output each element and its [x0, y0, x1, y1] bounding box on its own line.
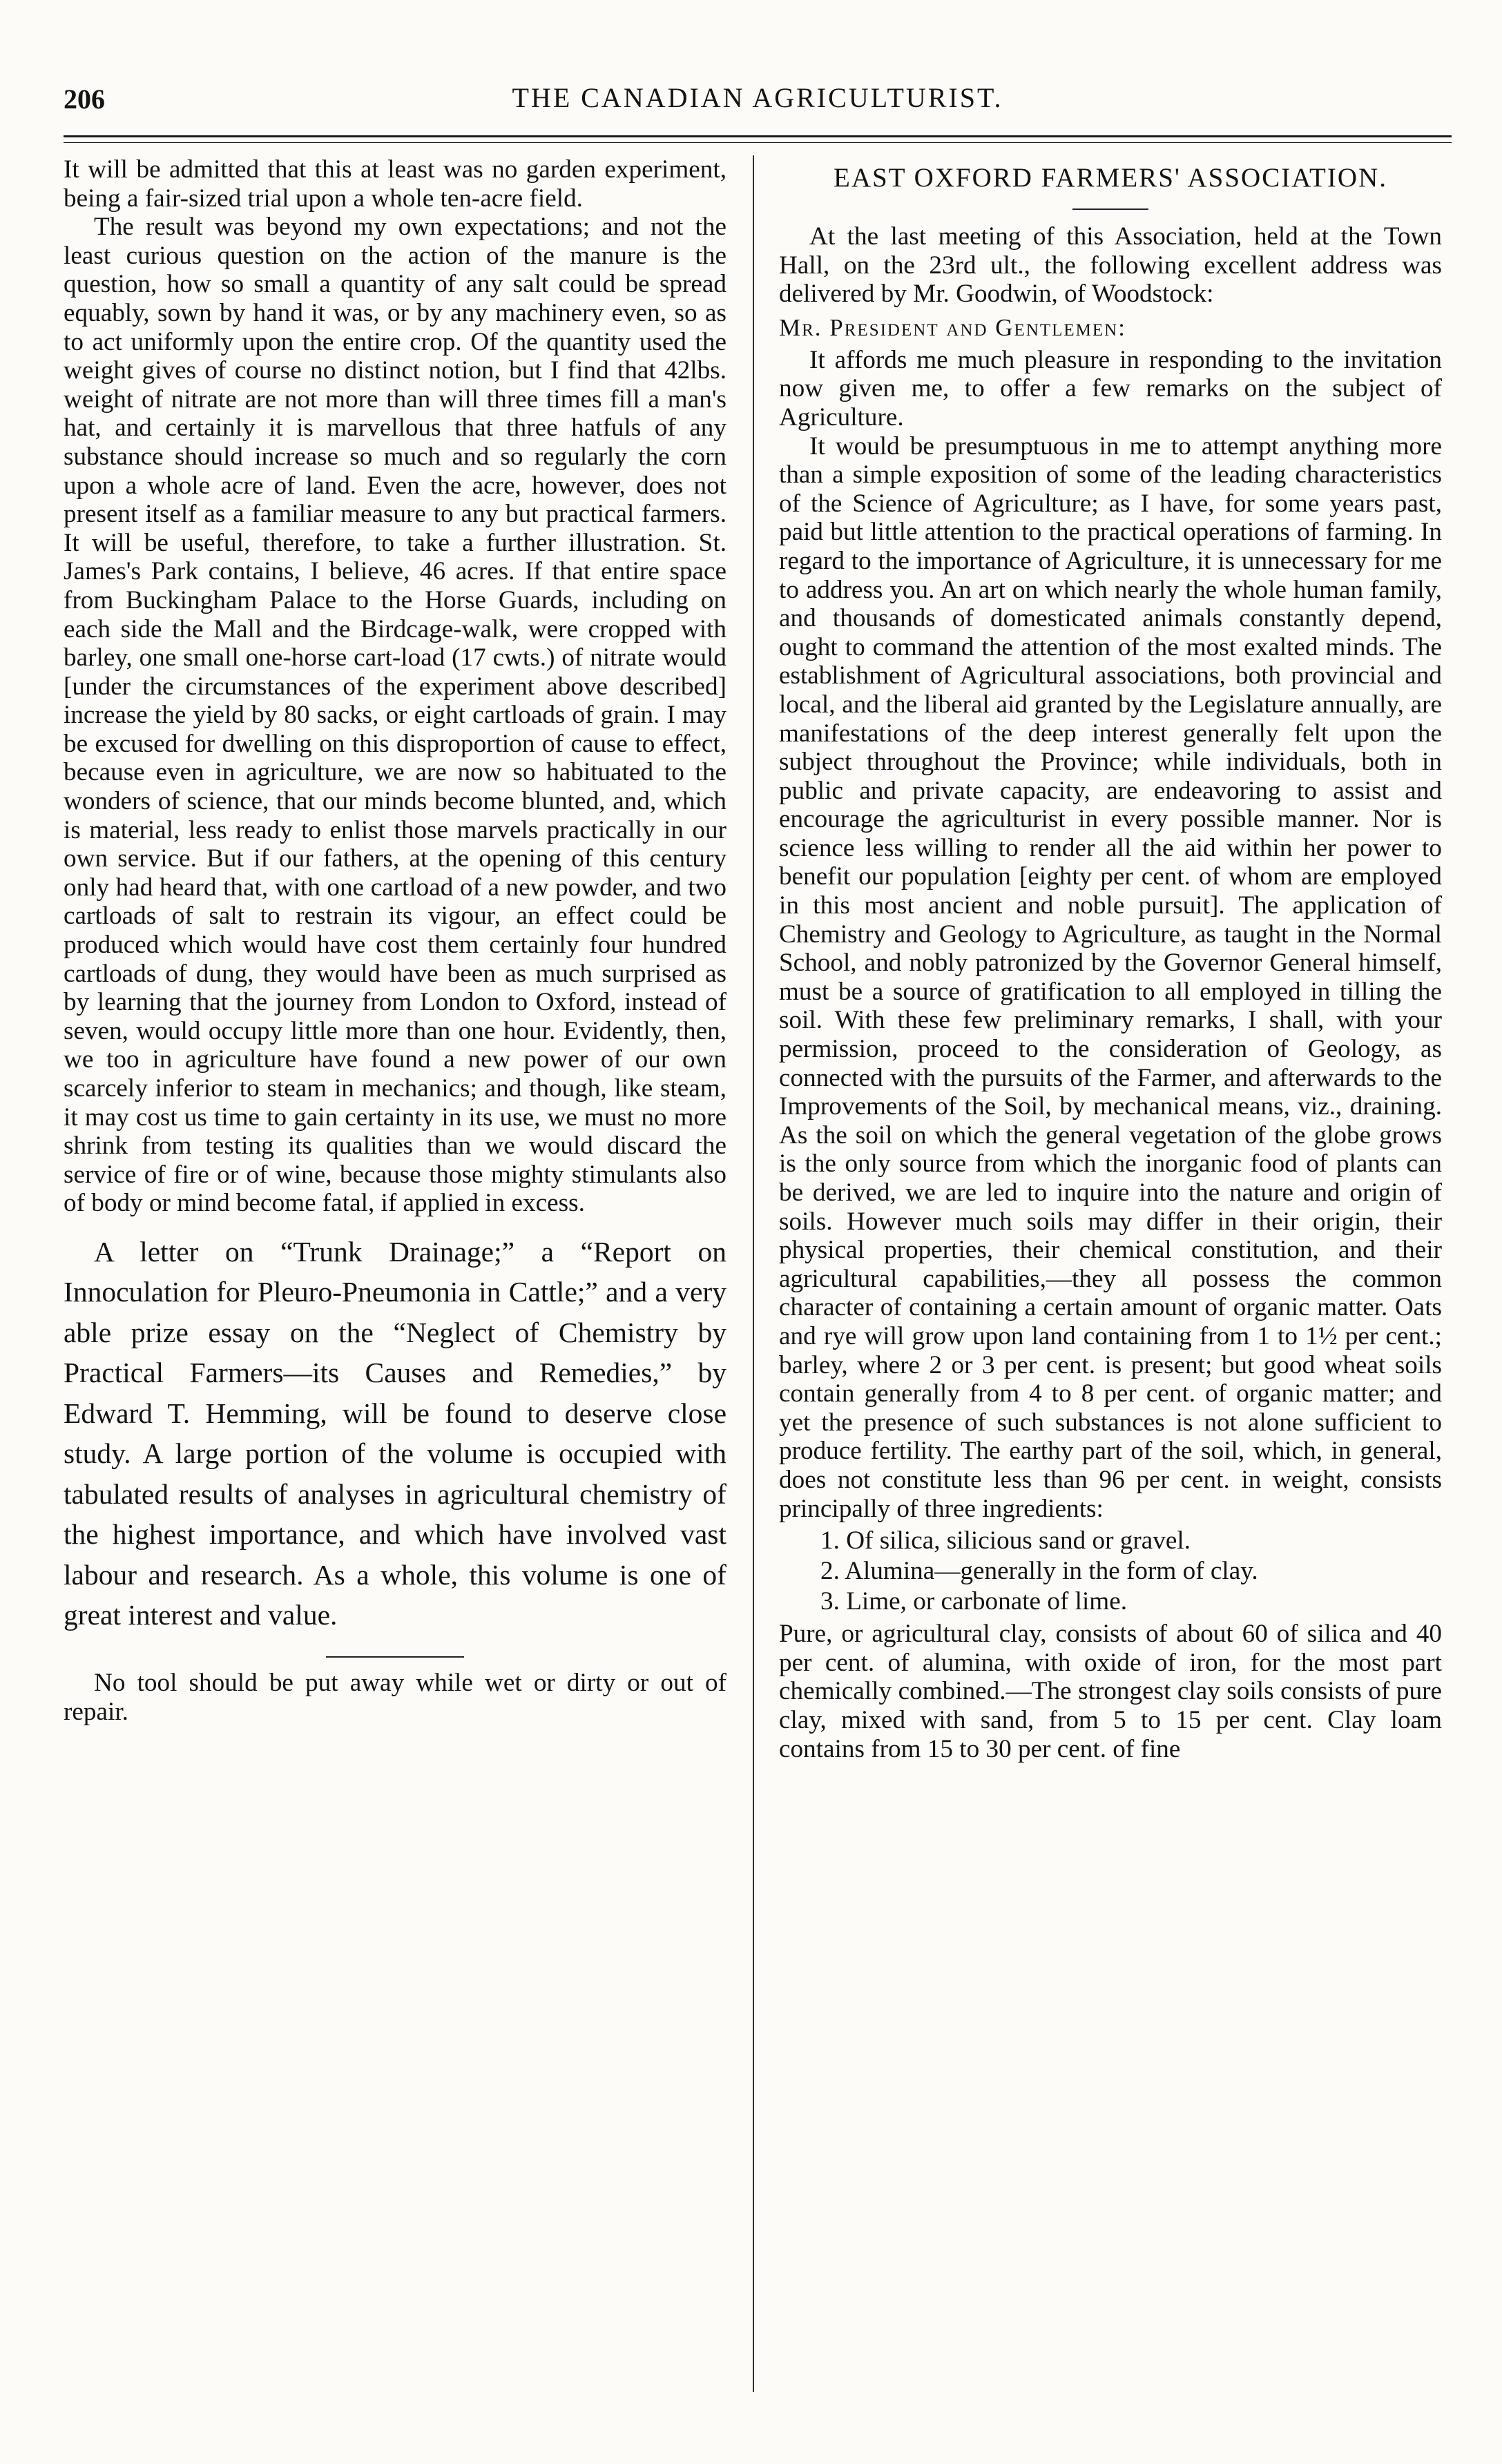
column-divider: [753, 155, 754, 2392]
article-intro: At the last meeting of this Association, held at the Town Hall, on the 23rd ult., the following excellent address was delivered by Mr. Goodwin, of Woodstock:: [779, 222, 1442, 309]
left-paragraph-1: It will be admitted that this at least was no garden experiment, being a fair-sized trial upon a whole ten-acre field.: [64, 155, 726, 213]
list-item: 1. Of silica, silicious sand or gravel.: [820, 1526, 1191, 1555]
left-column: [64, 155, 726, 2392]
page-header: [64, 76, 1452, 138]
page-number: 206: [64, 84, 105, 115]
ingredient-list: [779, 1526, 1442, 1617]
title-separator: [1072, 208, 1148, 210]
section-separator: [326, 1656, 464, 1658]
list-item: 3. Lime, or carbonate of lime.: [820, 1587, 1128, 1616]
right-paragraph-2: It would be presumptuous in me to attempt anything more than a simple exposition of some of the leading characteristics of the Science of Agriculture; as I have, for some years past, paid but little attention to the practical operations of farming. In regard to the importance of Agriculture, it is unnecessary for me to address you. An art on which nearly the whole human family, and thousands of domesticated animals constantly depend, ought to command the attention of the most exalted minds. The establishment of Agricultural associations, both provincial and local, and the liberal aid granted by the Legislature annually, are manifestations of the deep interest generally felt upon the subject throughout the Province; while individuals, both in public and private capacity, are endeavoring to assist and encourage the agriculturist in every possible manner. Nor is science less willing to render all the aid within her power to benefit our population [eighty per cent. of whom are employed in this most ancient and noble pursuit]. The application of Chemistry and Geology to Agriculture, as taught in the Normal School, and nobly patronized by the Governor General himself, must be a source of gratification to all employed in tilling the soil. With these few preliminary remarks, I shall, with your permission, proceed to the consideration of Geology, as connected with the pursuits of the Farmer, and afterwards to the Improvements of the Soil, by mechanical means, viz., draining. As the soil on which the general vegetation of the globe grows is the only source from which the inorganic food of plants can be derived, we are led to inquire into the nature and origin of soils. However much soils may differ in their origin, their physical properties, their chemical constitution, and their agricultural capabilities,—they all possess the common character of containing a certain amount of organic matter. Oats and rye will grow upon land containing from 1 to 1½ per cent.; barley, where 2 or 3 per cent. is present; but good wheat soils contain generally from 4 to 8 per cent. of organic matter; and yet the presence of such substances is not alone sufficient to produce fertility. The earthy part of the soil, which, in general, does not constitute less than 96 per cent. in weight, consists principally of three ingredients:: [779, 431, 1442, 1523]
header-rule: [64, 135, 1452, 137]
running-title: THE CANADIAN AGRICULTURIST.: [512, 82, 1003, 113]
article-title: EAST OXFORD FARMERS' ASSOCIATION.: [834, 163, 1387, 193]
salutation: Mr. President and Gentlemen:: [779, 313, 1126, 341]
list-item: 2. Alumina—generally in the form of clay.: [820, 1557, 1258, 1586]
header-rule-thin: [64, 142, 1452, 143]
left-paragraph-2: The result was beyond my own expectations; and not the least curious question on the action of the manure is the question, how so small a quantity of any salt could be spread equably, sown by hand it was, or by any machinery even, so as to act uniformly upon the entire crop. Of the quantity used the weight gives of course no distinct notion, but I find that 42lbs. weight of nitrate are not more than will three times fill a man's hat, and certainly it is marvellous that three hatfuls of any substance should increase so much and so regularly the corn upon a whole acre of land. Even the acre, however, does not present itself as a familiar measure to any but practical farmers. It will be useful, therefore, to take a further illustration. St. James's Park contains, I believe, 46 acres. If that entire space from Buckingham Palace to the Horse Guards, including on each side the Mall and the Birdcage-walk, were cropped with barley, one small one-horse cart-load (17 cwts.) of nitrate would [under the circumstances of the experiment above described] increase the yield by 80 sacks, or eight cartloads of grain. I may be excused for dwelling on this disproportion of cause to effect, because even in agriculture, we are now so habituated to the wonders of science, that our minds become blunted, and, which is material, less ready to enlist those marvels practically in our own service. But if our fathers, at the opening of this century only had heard that, with one cartload of a new powder, and two cartloads of salt to restrain its vigour, an effect could be produced which would have cost them certainly four hundred cartloads of dung, they would have been as much surprised as by learning that the journey from London to Oxford, instead of seven, would occupy little more than one hour. Evidently, then, we too in agriculture have found a new power of our own scarcely inferior to steam in mechanics; and though, like steam, it may cost us time to gain certainty in its use, we must no more shrink from testing its qualities than we would discard the service of fire or of wine, because those mighty stimulants also of body or mind become fatal, if applied in excess.: [64, 213, 726, 1218]
right-paragraph-1: It affords me much pleasure in responding to the invitation now given me, to offer a few remarks on the subject of Agriculture.: [779, 345, 1442, 431]
right-closing-paragraph: Pure, or agricultural clay, consists of about 60 of silica and 40 per cent. of alumina, with oxide of iron, for the most part chemically combined.—The strongest clay soils consists of pure clay, mixed with sand, from 5 to 15 per cent. Clay loam contains from 15 to 30 per cent. of fine: [779, 1620, 1442, 1763]
right-column: [779, 155, 1442, 2392]
volume-review-paragraph: A letter on “Trunk Drainage;” a “Report on Innoculation for Pleuro-Pneumonia in Cattle;” and a very able prize essay on the “Neglect of Chemistry by Practical Farmers—its Causes and Remedies,” by Edward T. Hemming, will be found to deserve close study. A large portion of the volume is occupied with tabulated results of analyses in agricultural chemistry of the highest importance, and which have involved vast labour and research. As a whole, this volume is one of great interest and value.: [64, 1235, 726, 1631]
closing-maxim: No tool should be put away while wet or dirty or out of repair.: [64, 1668, 726, 1726]
